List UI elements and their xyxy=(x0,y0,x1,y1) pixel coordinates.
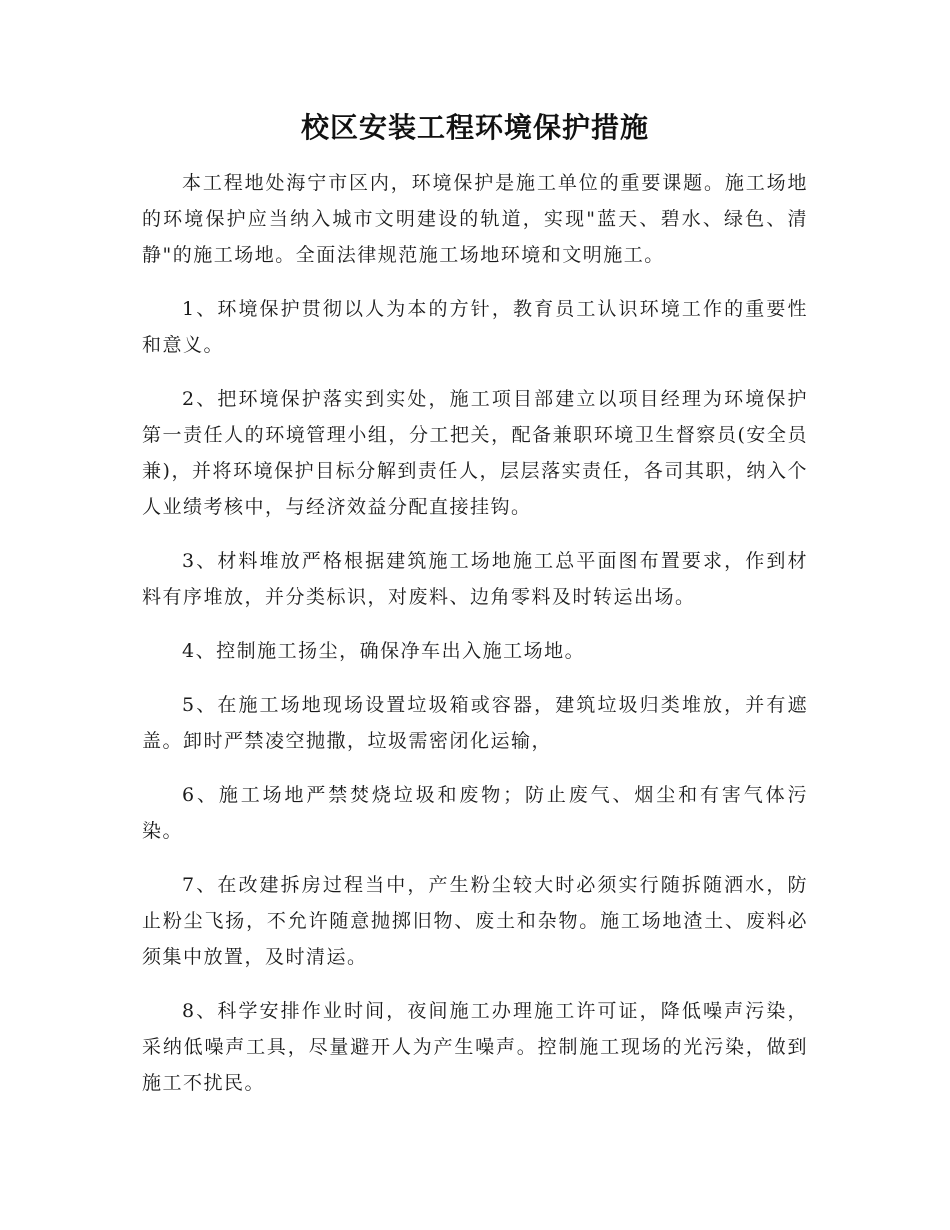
intro-paragraph: 本工程地处海宁市区内，环境保护是施工单位的重要课题。施工场地的环境保护应当纳入城市文明建设的轨道，实现"蓝天、碧水、绿色、清静"的施工场地。全面法律规范施工场地环境和文明施工。 xyxy=(142,172,808,266)
document-title: 校区安装工程环境保护措施 xyxy=(300,111,649,144)
paragraph-item-7: 7、在改建拆房过程当中，产生粉尘较大时必须实行随拆随洒水，防止粉尘飞扬，不允许随意抛掷旧物、废土和杂物。施工场地渣土、废料必须集中放置，及时清运。 xyxy=(142,874,808,968)
paragraph-item-2: 2、把环境保护落实到实处，施工项目部建立以项目经理为环境保护第一责任人的环境管理小组，分工把关，配备兼职环境卫生督察员(安全员兼)，并将环境保护目标分解到责任人，层层落实责任，各司其职，纳入个人业绩考核中，与经济效益分配直接挂钩。 xyxy=(142,388,808,518)
document-body xyxy=(142,165,808,1119)
paragraph-item-1: 1、环境保护贯彻以人为本的方针，教育员工认识环境工作的重要性和意义。 xyxy=(142,298,808,356)
paragraph-item-5: 5、在施工场地现场设置垃圾箱或容器，建筑垃圾归类堆放，并有遮盖。卸时严禁凌空抛撒，垃圾需密闭化运输， xyxy=(142,694,808,752)
paragraph-item-8: 8、科学安排作业时间，夜间施工办理施工许可证，降低噪声污染，采纳低噪声工具，尽量避开人为产生噪声。控制施工现场的光污染，做到施工不扰民。 xyxy=(142,1000,808,1094)
paragraph-item-6: 6、施工场地严禁焚烧垃圾和废物；防止废气、烟尘和有害气体污染。 xyxy=(142,784,808,842)
paragraph-item-3: 3、材料堆放严格根据建筑施工场地施工总平面图布置要求，作到材料有序堆放，并分类标识，对废料、边角零料及时转运出场。 xyxy=(142,550,808,608)
paragraph-item-4: 4、控制施工扬尘，确保净车出入施工场地。 xyxy=(182,640,586,662)
